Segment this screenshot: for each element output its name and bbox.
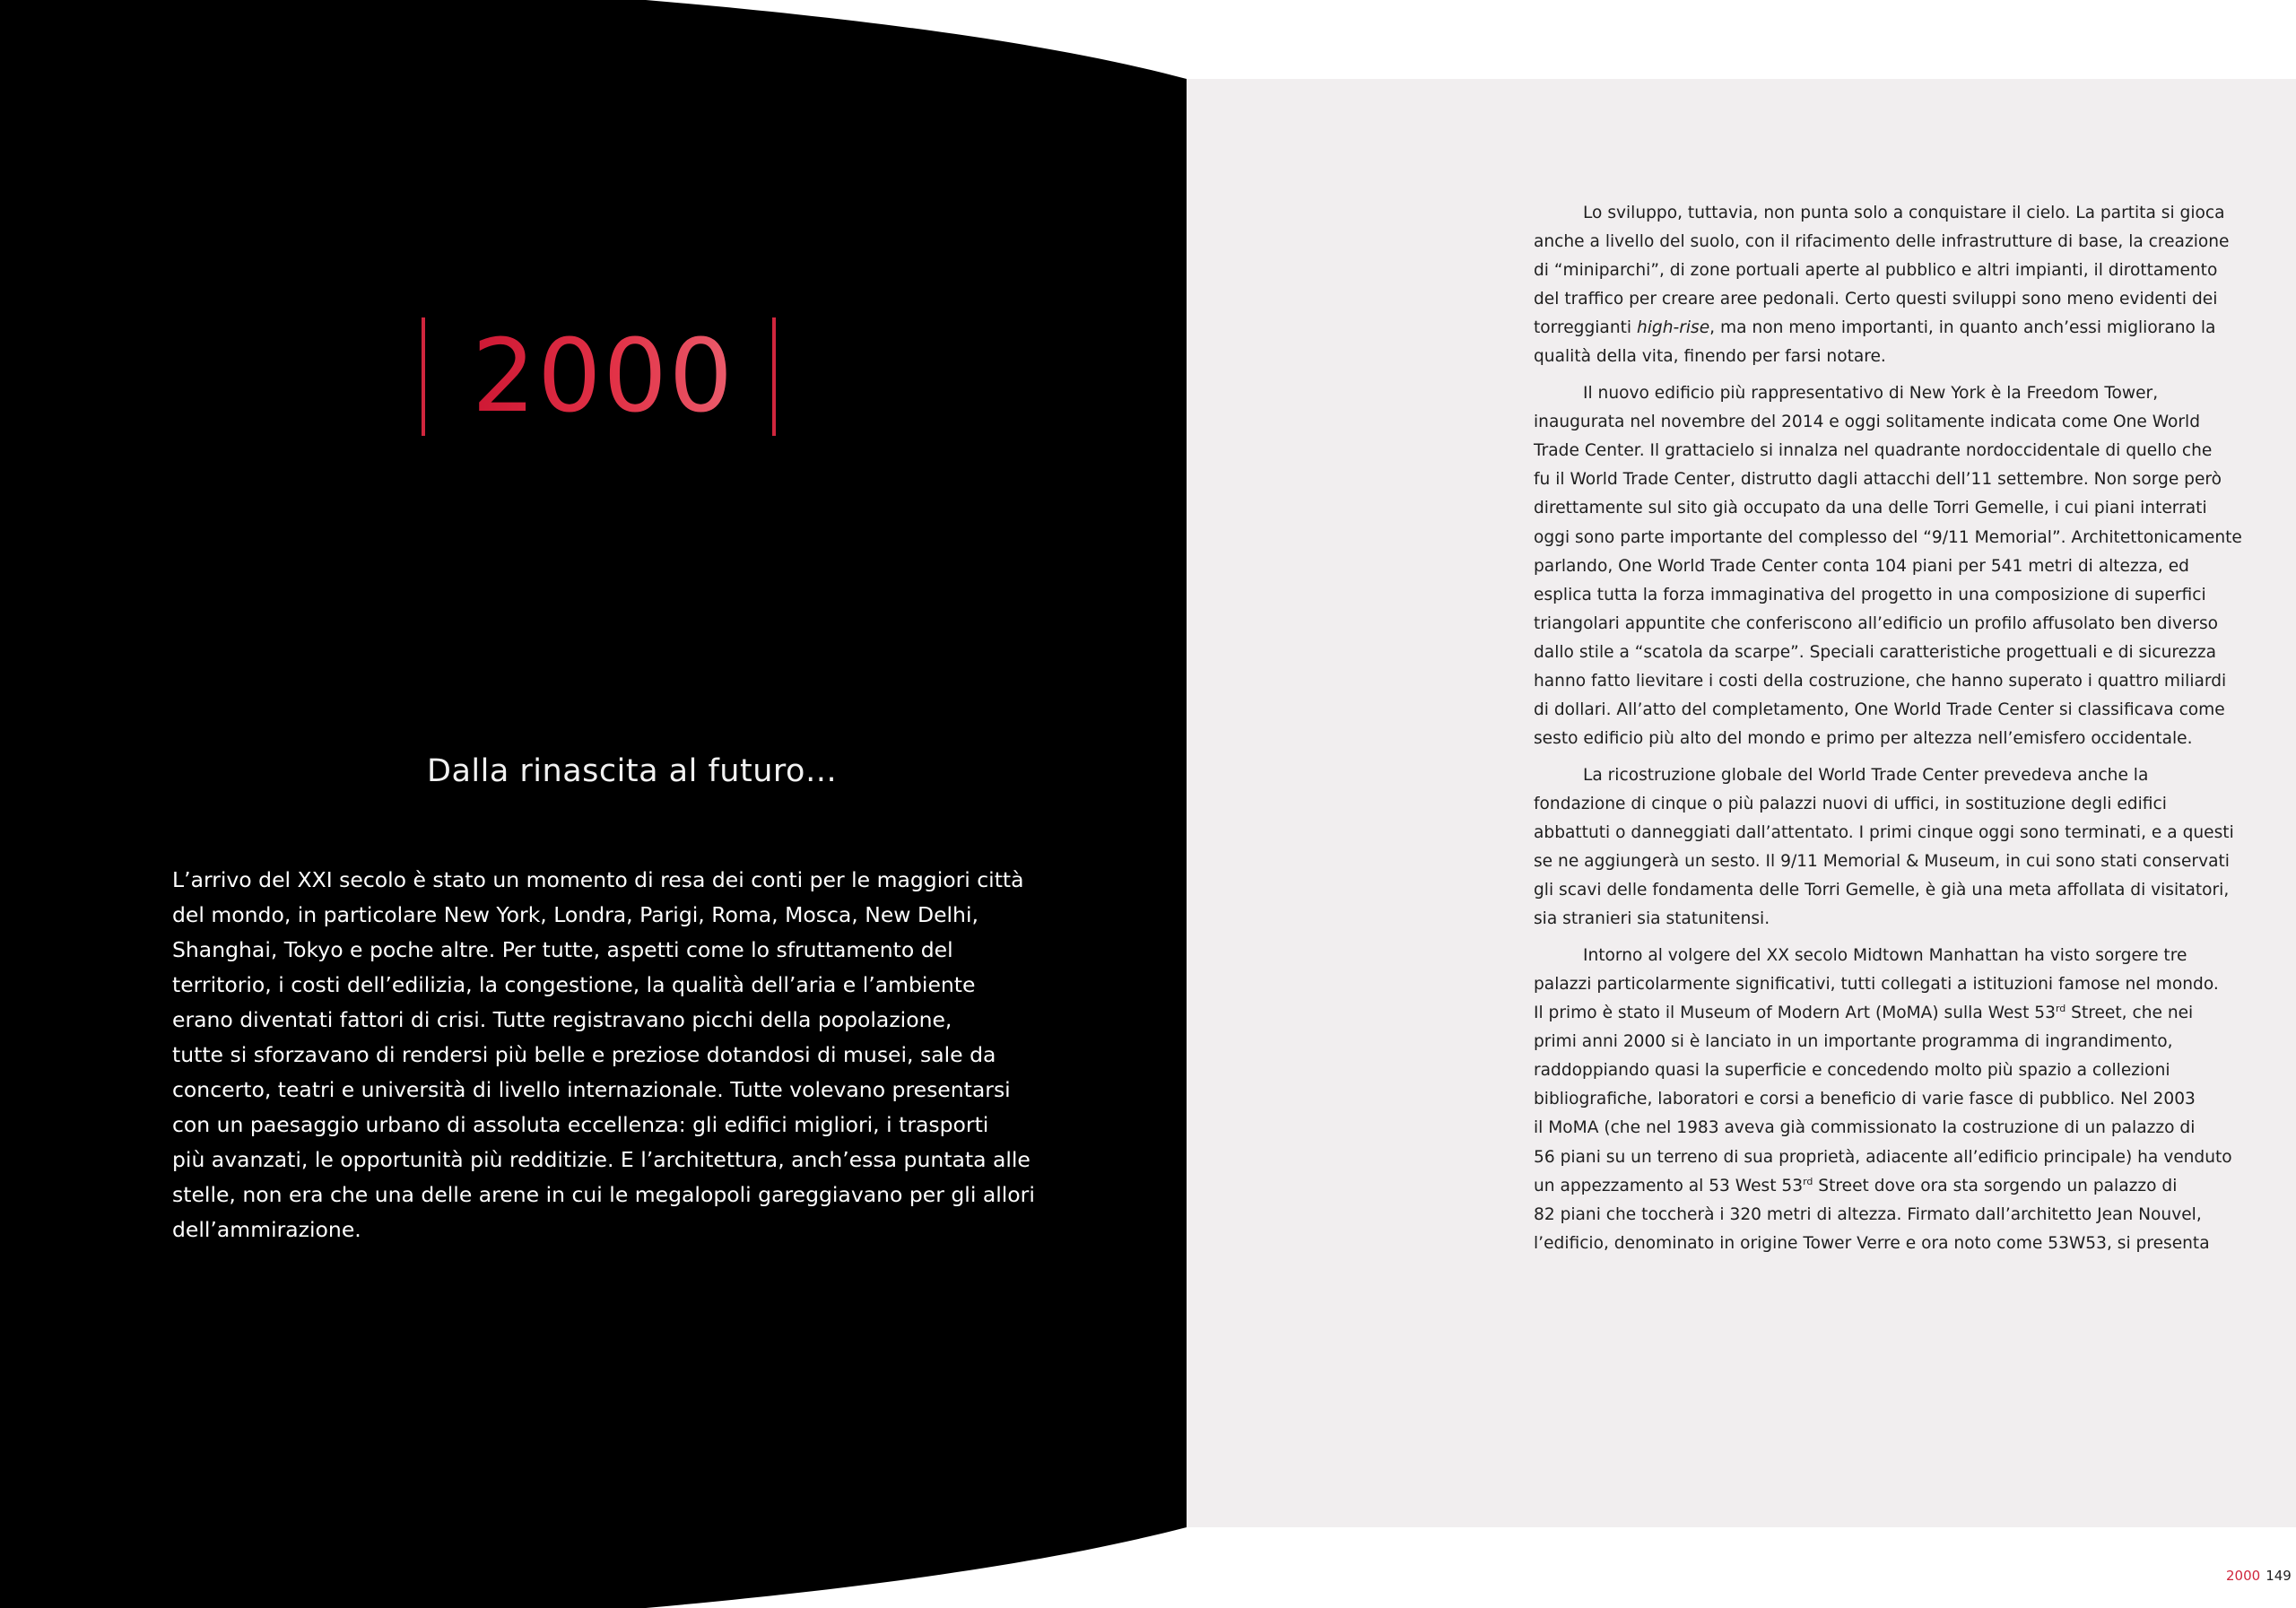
text-line: abbattuti o danneggiati dall’attentato. I primi cinque oggi sono terminati, e a questi: [1534, 822, 2234, 842]
text-line: anche a livello del suolo, con il rifacimento delle infrastrutture di base, la creazione: [1534, 232, 2230, 252]
text-line: inaugurata nel novembre del 2014 e oggi solitamente indicata come One World: [1534, 413, 2201, 432]
text-line: dallo stile a “scatola da scarpe”. Speciali caratteristiche progettuali e di sicurezza: [1534, 642, 2216, 662]
text-line: oggi sono parte importante del complesso del “9/11 Memorial”. Architettonicamente: [1534, 527, 2242, 547]
intro-line: stelle, non era che una delle arene in cui le megalopoli gareggiavano per gli allori: [172, 1182, 1035, 1207]
intro-line: territorio, i costi dell’edilizia, la congestione, la qualità dell’aria e l’ambiente: [172, 972, 976, 997]
intro-paragraph: [172, 863, 1035, 1247]
text-line: se ne aggiungerà un sesto. Il 9/11 Memorial & Museum, in cui sono stati conservati: [1534, 852, 2230, 872]
text-line: parlando, One World Trade Center conta 104 piani per 541 metri di altezza, ed: [1534, 556, 2189, 576]
intro-line: concerto, teatri e università di livello internazionale. Tutte volevano presentarsi: [172, 1077, 1011, 1102]
text-line: [1534, 1172, 2251, 1201]
right-page-text: [1534, 199, 2251, 1265]
year-right-bar: [772, 317, 776, 436]
intro-line: erano diventati fattori di crisi. Tutte registravano picchi della popolazione,: [172, 1007, 952, 1032]
paragraph-midtown-manhattan: [1534, 942, 2251, 1258]
text-line: palazzi particolarmente significativi, tutti collegati a istituzioni famose nel mondo.: [1534, 974, 2219, 994]
intro-line: del mondo, in particolare New York, Londra, Parigi, Roma, Mosca, New Delhi,: [172, 902, 978, 927]
text-line: l’edificio, denominato in origine Tower Verre e ora noto come 53W53, si presenta: [1534, 1233, 2210, 1253]
intro-line: L’arrivo del XXI secolo è stato un momento di resa dei conti per le maggiori città: [172, 867, 1024, 892]
paragraph-wtc-reconstruction: [1534, 761, 2251, 934]
chapter-subtitle: Dalla rinascita al futuro…: [427, 753, 838, 789]
text-line: Intorno al volgere del XX secolo Midtown Manhattan ha visto sorgere tre: [1583, 945, 2187, 965]
text-fragment: un appezzamento al 53 West 53: [1534, 1176, 1804, 1195]
text-line: esplica tutta la forza immaginativa del progetto in una composizione di superfici: [1534, 585, 2206, 604]
intro-line: dell’ammirazione.: [172, 1217, 361, 1242]
chapter-year-heading: [422, 314, 776, 439]
text-fragment: Street, che nei: [2066, 1004, 2194, 1023]
text-line: del traffico per creare aree pedonali. Certo questi sviluppi sono meno evidenti dei: [1534, 290, 2218, 309]
text-line: il MoMA (che nel 1983 aveva già commissionato la costruzione di un palazzo di: [1534, 1118, 2196, 1138]
text-line: triangolari appuntite che conferiscono all’edificio un profilo affusolato ben diverso: [1534, 613, 2219, 633]
text-line: fu il World Trade Center, distrutto dagli attacchi dell’11 settembre. Non sorge però: [1534, 470, 2222, 490]
intro-line: con un paesaggio urbano di assoluta eccellenza: gli edifici migliori, i trasporti: [172, 1112, 989, 1137]
ordinal-superscript: rd: [1803, 1175, 1813, 1187]
paragraph-ground-development: [1534, 199, 2251, 372]
text-line: gli scavi delle fondamenta delle Torri Gemelle, è già una meta affollata di visitatori,: [1534, 881, 2230, 900]
italic-term: high-rise: [1636, 318, 1710, 338]
paragraph-freedom-tower: [1534, 379, 2251, 753]
text-line: bibliografiche, laboratori e corsi a beneficio di varie fasce di pubblico. Nel 2003: [1534, 1090, 2196, 1109]
text-line: qualità della vita, finendo per farsi notare.: [1534, 347, 1886, 367]
text-line: Il nuovo edificio più rappresentativo di New York è la Freedom Tower,: [1583, 384, 2159, 404]
chapter-year: 2000: [425, 314, 772, 439]
text-line: di “miniparchi”, di zone portuali aperte al pubblico e altri impianti, il dirottamento: [1534, 261, 2218, 281]
text-fragment: , ma non meno importanti, in quanto anch’essi migliorano la: [1709, 318, 2216, 338]
text-line: hanno fatto lievitare i costi della costruzione, che hanno superato i quattro miliardi: [1534, 672, 2227, 691]
ordinal-superscript: rd: [2055, 1003, 2066, 1015]
text-line: fondazione di cinque o più palazzi nuovi di uffici, in sostituzione degli edifici: [1534, 794, 2167, 813]
text-line: primi anni 2000 si è lanciato in un importante programma di ingrandimento,: [1534, 1032, 2173, 1052]
intro-line: tutte si sforzavano di rendersi più belle e preziose dotandosi di musei, sale da: [172, 1042, 996, 1067]
text-line: [1534, 314, 2251, 343]
text-line: 56 piani su un terreno di sua proprietà, adiacente all’edificio principale) ha venduto: [1534, 1147, 2232, 1167]
text-line: direttamente sul sito già occupato da una delle Torri Gemelle, i cui piani interrati: [1534, 499, 2207, 518]
text-line: di dollari. All’atto del completamento, One World Trade Center si classificava come: [1534, 700, 2225, 720]
text-fragment: Street dove ora sta sorgendo un palazzo di: [1813, 1176, 2178, 1195]
text-line: sesto edificio più alto del mondo e primo per altezza nell’emisfero occidentale.: [1534, 729, 2193, 749]
text-line: [1534, 999, 2251, 1028]
folio-section: 2000: [2226, 1568, 2261, 1584]
intro-line: più avanzati, le opportunità più redditizie. E l’architettura, anch’essa puntata alle: [172, 1147, 1031, 1172]
page-folio: [2226, 1568, 2292, 1584]
text-fragment: torreggianti: [1534, 318, 1637, 338]
text-line: Trade Center. Il grattacielo si innalza nel quadrante nordoccidentale di quello che: [1534, 441, 2213, 461]
page-number: 149: [2266, 1568, 2292, 1584]
text-line: raddoppiando quasi la superficie e concedendo molto più spazio a collezioni: [1534, 1061, 2170, 1081]
intro-line: Shanghai, Tokyo e poche altre. Per tutte, aspetti come lo sfruttamento del: [172, 937, 953, 962]
text-line: 82 piani che toccherà i 320 metri di altezza. Firmato dall’architetto Jean Nouvel,: [1534, 1204, 2202, 1224]
text-line: Lo sviluppo, tuttavia, non punta solo a conquistare il cielo. La partita si gioca: [1583, 204, 2225, 222]
text-line: La ricostruzione globale del World Trade Center prevedeva anche la: [1583, 765, 2149, 785]
text-line: sia stranieri sia statunitensi.: [1534, 909, 1770, 929]
text-fragment: Il primo è stato il Museum of Modern Art (MoMA) sulla West 53: [1534, 1004, 2056, 1023]
